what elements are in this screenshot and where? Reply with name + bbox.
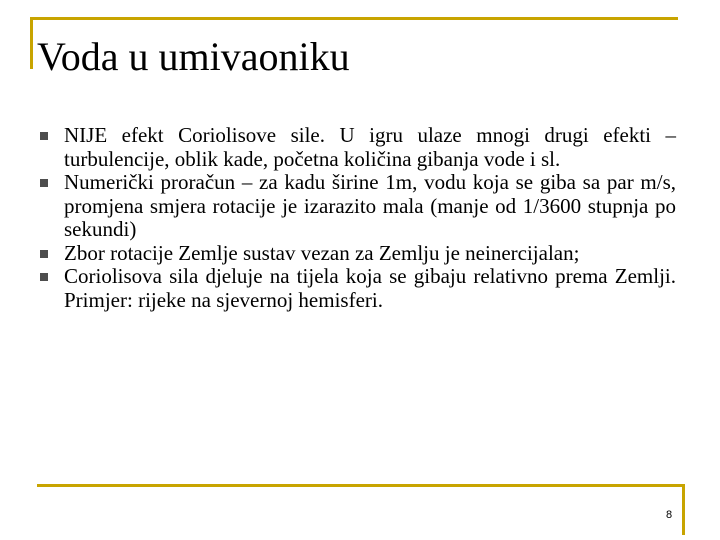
bullet-text: NIJE efekt Coriolisove sile. U igru ulaze mnogi drugi efekti – turbulencije, oblik kade, početna količina gibanja vode i sl. — [64, 123, 676, 171]
frame-left-line — [30, 17, 33, 69]
bullet-text: Numerički proračun – za kadu širine 1m, vodu koja se giba sa par m/s, promjena smjera rotacije je izarazito mala (manje od 1/3600 stupnja po sekundi) — [64, 170, 676, 241]
bullet-item — [36, 265, 676, 312]
bullet-text: Zbor rotacije Zemlje sustav vezan za Zemlju je neinercijalan; — [64, 240, 580, 265]
square-bullet-icon — [40, 179, 48, 187]
frame-bottom-line — [37, 484, 685, 487]
bullet-list — [36, 124, 676, 312]
page-number: 8 — [666, 509, 673, 521]
square-bullet-icon — [40, 273, 48, 281]
bullet-text: Coriolisova sila djeluje na tijela koja se gibaju relativno prema Zemlji. Primjer: rijeke na sjevernoj hemisferi. — [64, 264, 676, 312]
frame-top-line — [30, 17, 678, 20]
frame-right-line — [682, 484, 685, 535]
square-bullet-icon — [40, 132, 48, 140]
bullet-item — [36, 242, 676, 266]
square-bullet-icon — [40, 250, 48, 258]
bullet-item — [36, 124, 676, 171]
bullet-item — [36, 171, 676, 242]
slide-title: Voda u umivaoniku — [37, 34, 350, 79]
